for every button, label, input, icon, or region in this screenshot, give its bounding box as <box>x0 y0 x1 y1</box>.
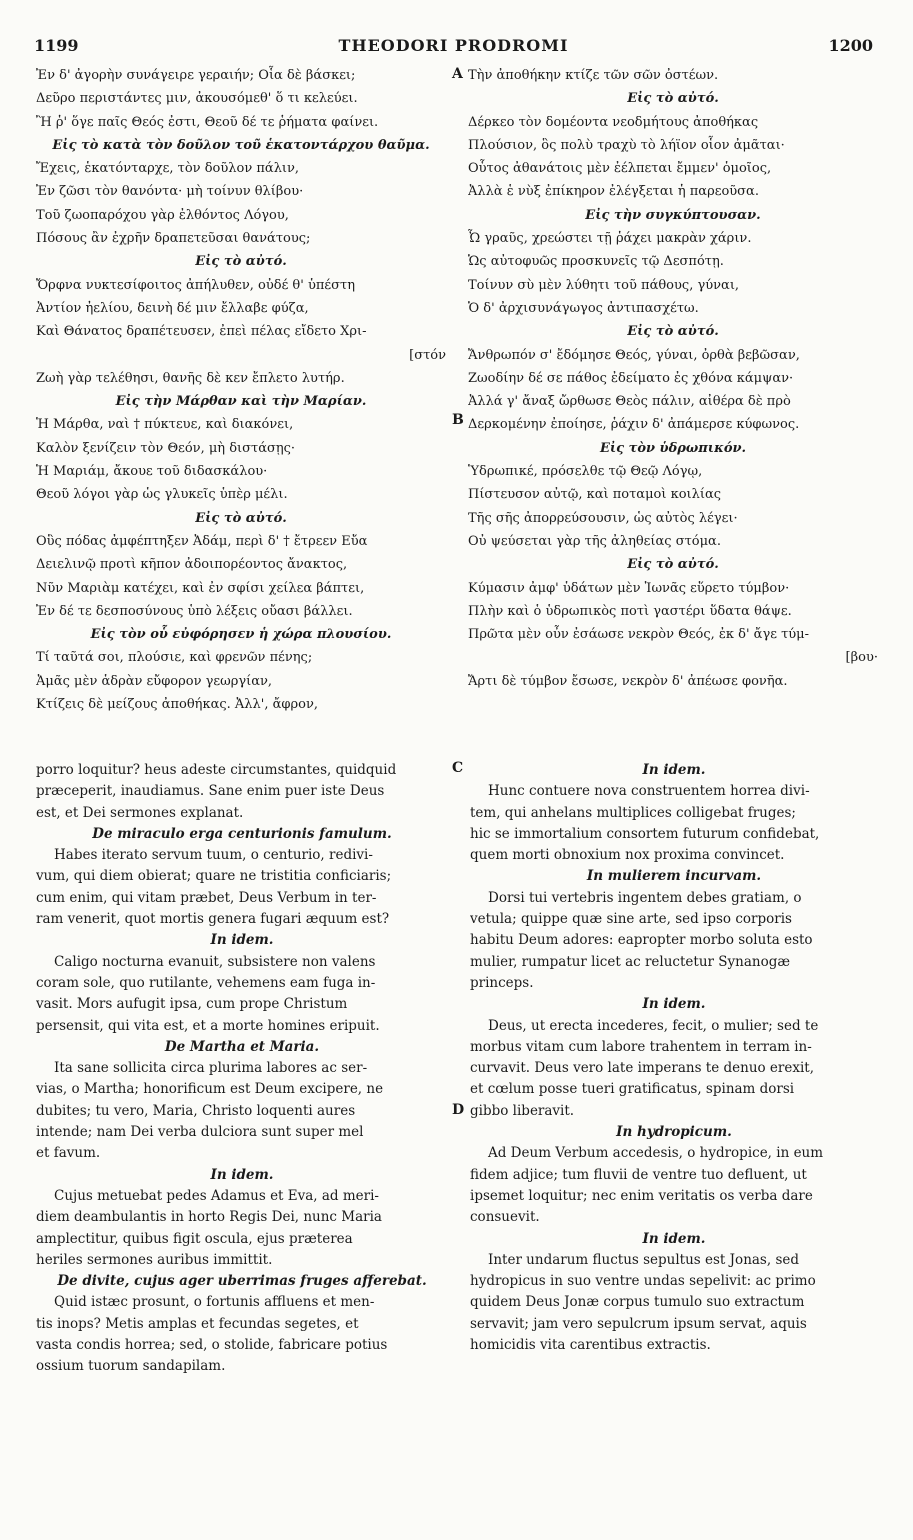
text-line: dubites; tu vero, Maria, Christo loquenti aures <box>36 1102 356 1119</box>
text-line: Quid istæc prosunt, o fortunis affluens et men- <box>54 1294 375 1311</box>
text-line: ipsemet loquitur; nec enim veritatis os verba dare <box>470 1187 813 1204</box>
text-line: Hunc contuere nova construentem horrea divi- <box>488 783 810 800</box>
text-line: Ἐν ζῶσι τὸν θανόντα· μὴ τοίνυν θλίβου· <box>36 184 304 200</box>
text-line: Τί ταῦτά σοι, πλούσιε, καὶ φρενῶν πένης; <box>36 650 313 666</box>
section-heading: Εἰς τὸ αὐτό. <box>627 91 719 107</box>
text-line: et favum. <box>36 1145 101 1162</box>
text-line: vasit. Mors aufugit ipsa, cum prope Christum <box>36 996 348 1013</box>
text-line: princeps. <box>470 974 534 991</box>
text-line: fidem adjice; tum fluvii de ventre tuo defluent, ut <box>470 1166 807 1183</box>
text-line: Δεῦρο περιστάντες μιν, ἀκουσόμεθ' ὅ τι κελεύει. <box>36 91 358 107</box>
text-line: est, et Dei sermones explanat. <box>36 804 244 821</box>
text-line: homicidis vita carentibus extractis. <box>470 1337 711 1354</box>
text-line: habitu Deum adores: eapropter morbo soluta esto <box>470 932 813 949</box>
text-line: Οὓς πόδας ἀμφέπτηξεν Ἀδάμ, περὶ δ' † ἔτρεεν Εὔα <box>36 533 368 549</box>
page-number-right: 1200 <box>828 36 873 55</box>
section-heading: In idem. <box>210 1166 274 1183</box>
text-line: Ὑδρωπικέ, πρόσελθε τῷ Θεῷ Λόγῳ, <box>468 464 703 480</box>
text-line: Νῦν Μαριὰμ κατέχει, καὶ ἐν σφίσι χείλεα βάπτει, <box>36 580 365 596</box>
text-line: [στόν <box>409 347 446 363</box>
text-line: coram sole, quo rutilante, vehemens eam fuga in- <box>36 974 376 991</box>
text-line: morbus vitam cum labore trahentem in terram in- <box>470 1038 812 1055</box>
text-line: quidem Deus Jonæ corpus tumulo suo extractum <box>470 1294 805 1311</box>
text-line: Οὗτος ἀθανάτοις μὲν ἐέλπεται ἔμμεν' ὁμοῖος, <box>468 161 772 177</box>
text-line: Ζωὴ γὰρ τελέθησι, θανῆς δὲ κεν ἔπλετο λυτήρ. <box>36 370 345 386</box>
text-line: vias, o Martha; honorificum est Deum excipere, ne <box>36 1081 384 1098</box>
text-line: Τοίνυν σὺ μὲν λύθητι τοῦ πάθους, γύναι, <box>468 277 740 293</box>
text-line: [βου· <box>845 650 878 666</box>
text-line: Ὁ δ' ἀρχισυνάγωγος ἀντιπασχέτω. <box>468 300 699 316</box>
text-line: mulier, rumpatur licet ac reluctetur Synanogæ <box>470 953 791 970</box>
text-line: intende; nam Dei verba dulciora sunt super mel <box>36 1124 364 1141</box>
text-line: Ita sane sollicita circa plurima labores ac ser- <box>54 1060 368 1077</box>
text-line: vetula; quippe quæ sine arte, sed ipso corporis <box>470 911 792 928</box>
page-header <box>34 36 873 58</box>
text-line: Ἡ Μαριάμ, ἄκουε τοῦ διδασκάλου· <box>36 464 268 480</box>
running-title: THEODORI PRODROMI <box>338 36 569 55</box>
text-line: Δερκομένην ἐποίησε, ῥάχιν δ' ἀπάμερσε κύφωνος. <box>468 417 800 433</box>
section-heading: Εἰς τὸν οὗ εὐφόρησεν ἡ χώρα πλουσίου. <box>90 627 392 643</box>
text-line: amplectitur, quibus figit oscula, ejus præterea <box>36 1230 353 1247</box>
text-line: Ὡς αὐτοφυῶς προσκυνεῖς τῷ Δεσπότῃ. <box>468 254 724 270</box>
text-line: Ἀμᾶς μὲν ἁδρὰν εὔφορον γεωργίαν, <box>36 673 273 689</box>
section-heading: Εἰς τὸ αὐτό. <box>195 510 287 526</box>
text-line: ossium tuorum sandapilam. <box>36 1358 226 1375</box>
text-line: consuevit. <box>470 1209 540 1226</box>
margin-marker-c: C <box>452 760 464 776</box>
text-line: cum enim, qui vitam præbet, Deus Verbum in ter- <box>36 889 377 906</box>
section-heading: In idem. <box>642 762 706 778</box>
text-line: gibbo liberavit. <box>470 1102 575 1119</box>
text-line: Θεοῦ λόγοι γὰρ ὡς γλυκεῖς ὑπὲρ μέλι. <box>36 487 288 503</box>
text-line: tis inops? Metis amplas et fecundas segetes, et <box>36 1315 359 1332</box>
section-heading: In idem. <box>642 996 706 1013</box>
text-line: Ἄρτι δὲ τύμβον ἔσωσε, νεκρὸν δ' ἀπέωσε φονῆα. <box>468 673 788 689</box>
text-line: Ἐν δέ τε δεσποσύνους ὑπὸ λέξεις οὔασι βάλλει. <box>36 603 353 619</box>
text-line: Πρῶτα μὲν οὖν ἐσάωσε νεκρὸν Θεός, ἐκ δ' ἄγε τύμ- <box>468 627 810 643</box>
page-number-left: 1199 <box>34 36 79 55</box>
latin-column-right <box>470 760 878 1356</box>
text-line: Ὦ γραῦς, χρεώστει τῇ ῥάχει μακρὰν χάριν. <box>468 231 752 247</box>
text-line: Cujus metuebat pedes Adamus et Eva, ad meri- <box>54 1187 379 1204</box>
margin-marker-d: D <box>452 1102 465 1118</box>
section-heading: Εἰς τὸ αὐτό. <box>627 324 719 340</box>
section-heading: In hydropicum. <box>616 1124 732 1141</box>
text-line: Caligo nocturna evanuit, subsistere non valens <box>54 953 376 970</box>
text-line: Πλὴν καὶ ὁ ὑδρωπικὸς ποτὶ γαστέρι ὕδατα θάψε. <box>468 603 792 619</box>
section-heading: De divite, cujus ager uberrimas fruges afferebat. <box>57 1273 427 1290</box>
text-line: hic se immortalium consortem futurum confidebat, <box>470 825 820 842</box>
text-line: Κτίζεις δὲ μείζους ἀποθήκας. Ἀλλ', ἄφρον, <box>36 697 319 713</box>
text-line: Κύμασιν ἀμφ' ὑδάτων μὲν Ἰωνᾶς εὕρετο τύμβον· <box>468 580 790 596</box>
section-heading: Εἰς τὸ κατὰ τὸν δοῦλον τοῦ ἑκατοντάρχου θαῦμα. <box>52 137 430 153</box>
section-heading: De Martha et Maria. <box>164 1038 320 1055</box>
text-line: præceperit, inaudiamus. Sane enim puer iste Deus <box>36 783 385 800</box>
text-line: Ἔχεις, ἑκατόνταρχε, τὸν δοῦλον πάλιν, <box>36 161 300 177</box>
text-line: Ἄνθρωπόν σ' ἔδόμησε Θεός, γύναι, ὀρθὰ βεβῶσαν, <box>468 347 800 363</box>
text-line: quem morti obnoxium nox proxima convincet. <box>470 847 785 864</box>
margin-marker-b: B <box>452 412 464 428</box>
text-line: Ἀλλὰ ἑ νὺξ ἐπίκηρον ἐλέγξεται ἡ παρεοῦσα. <box>468 184 759 200</box>
latin-column-left <box>36 760 448 1378</box>
text-line: Ἐν δ' ἀγορὴν συνάγειρε γεραιήν; Οἷα δὲ βάσκει; <box>36 68 356 83</box>
text-line: Καλὸν ξενίζειν τὸν Θεόν, μὴ διστάσῃς· <box>36 440 296 456</box>
text-line: Deus, ut erecta incederes, fecit, o mulier; sed te <box>488 1017 819 1034</box>
text-line: heriles sermones auribus immittit. <box>36 1251 273 1268</box>
text-line: tem, qui anhelans multiplices colligebat fruges; <box>470 804 796 821</box>
text-line: Τὴν ἀποθήκην κτίζε τῶν σῶν ὀστέων. <box>468 68 719 83</box>
section-heading: Εἰς τὴν Μάρθαν καὶ τὴν Μαρίαν. <box>115 394 367 410</box>
section-heading: In mulierem incurvam. <box>586 868 762 885</box>
text-line: Πίστευσον αὐτῷ, καὶ ποταμοὶ κοιλίας <box>468 487 722 503</box>
text-line: Ἀλλά γ' ἄναξ ὤρθωσε Θεὸς πάλιν, αἰθέρα δὲ πρὸ <box>468 394 791 410</box>
text-line: et cœlum posse tueri gratificatus, spinam dorsi <box>470 1081 795 1098</box>
text-line: Ἡ Μάρθα, ναὶ † πύκτευε, καὶ διακόνει, <box>36 417 294 433</box>
section-heading: Εἰς τὸ αὐτό. <box>195 254 287 270</box>
text-line: Οὐ ψεύσεται γὰρ τῆς ἀληθείας στόμα. <box>468 533 721 549</box>
text-line: persensit, qui vita est, et a morte homines eripuit. <box>36 1017 380 1034</box>
text-line: Ἀντίον ἠελίου, δεινὴ δέ μιν ἔλλαβε φύζα, <box>36 300 309 316</box>
text-line: porro loquitur? heus adeste circumstantes, quidquid <box>36 762 397 778</box>
text-line: Τοῦ ζωοπαρόχου γὰρ ἐλθόντος Λόγου, <box>36 207 289 223</box>
text-line: Inter undarum fluctus sepultus est Jonas, sed <box>488 1251 800 1268</box>
greek-column-right <box>468 64 878 693</box>
text-line: Καὶ Θάνατος δραπέτευσεν, ἐπεὶ πέλας εἴδετο Χρι- <box>36 324 367 340</box>
text-line: Δέρκεο τὸν δομέοντα νεοδμήτους ἀποθήκας <box>468 114 759 130</box>
text-line: diem deambulantis in horto Regis Dei, nunc Maria <box>36 1209 382 1226</box>
text-line: Πόσους ἂν ἐχρῆν δραπετεῦσαι θανάτους; <box>36 231 311 247</box>
section-heading: In idem. <box>642 1230 706 1247</box>
text-line: Ζωοδίην δέ σε πάθος ἐδείματο ἐς χθόνα κάμψαν· <box>468 370 794 386</box>
text-line: Ἢ ῥ' ὅγε παῖς Θεός ἐστι, Θεοῦ δέ τε ῥήματα φαίνει. <box>36 114 379 130</box>
section-heading: De miraculo erga centurionis famulum. <box>92 825 392 842</box>
text-line: Τῆς σῆς ἀπορρεύσουσιν, ὡς αὐτὸς λέγει· <box>468 510 738 526</box>
text-line: vum, qui diem obierat; quare ne tristitia conficiaris; <box>36 868 392 885</box>
section-heading: Εἰς τὸν ὑδρωπικόν. <box>599 440 747 456</box>
text-line: hydropicus in suo ventre undas sepelivit: ac primo <box>470 1273 816 1290</box>
greek-column-left <box>36 64 446 716</box>
text-line: Δειελινῷ προτὶ κῆπον ἀδοιπορέοντος ἄνακτος, <box>36 557 348 573</box>
text-line: curvavit. Deus vero late imperans te denuo erexit, <box>470 1060 815 1077</box>
text-line: vasta condis horrea; sed, o stolide, fabricare potius <box>36 1337 388 1354</box>
text-line: Dorsi tui vertebris ingentem debes gratiam, o <box>488 889 802 906</box>
text-line: Ad Deum Verbum accedesis, o hydropice, in eum <box>488 1145 824 1162</box>
section-heading: In idem. <box>210 932 274 949</box>
text-line: Habes iterato servum tuum, o centurio, redivi- <box>54 847 373 864</box>
section-heading: Εἰς τὸ αὐτό. <box>627 557 719 573</box>
text-line: servavit; jam vero sepulcrum ipsum servat, aquis <box>470 1315 807 1332</box>
text-line: Πλούσιον, ὃς πολὺ τραχὺ τὸ λήϊον οἷον ἀμᾶται· <box>468 137 785 153</box>
text-line: ram venerit, quot mortis genera fugari æquum est? <box>36 911 390 928</box>
section-heading: Εἰς τὴν συγκύπτουσαν. <box>585 207 761 223</box>
margin-marker-a: A <box>452 66 463 82</box>
text-line: Ὄρφνα νυκτεσίφοιτος ἀπήλυθεν, οὐδέ θ' ὑπέστη <box>36 277 356 293</box>
